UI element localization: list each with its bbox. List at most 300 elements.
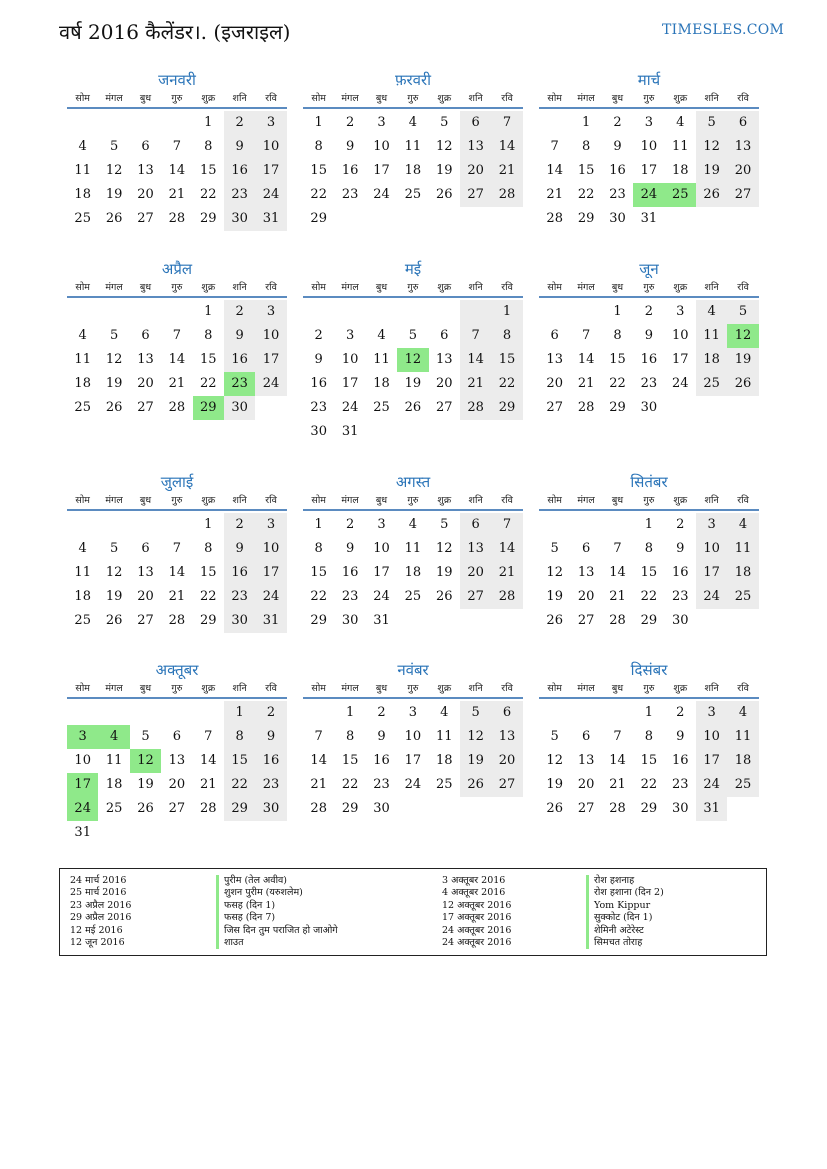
empty-cell bbox=[539, 513, 570, 537]
day-cell: 13 bbox=[137, 565, 154, 580]
empty-cell bbox=[460, 609, 491, 633]
day-cell: 28 bbox=[168, 400, 186, 415]
legend-holiday: फसह (दिन 1) bbox=[216, 900, 338, 912]
day-cell: 4 bbox=[676, 115, 685, 130]
day-cell: 2 bbox=[676, 517, 685, 532]
day-cell: 2 bbox=[345, 517, 355, 532]
weekday-label: गुरु bbox=[171, 93, 183, 104]
weekday-label: बुध bbox=[139, 282, 152, 293]
site-link[interactable]: TIMESLES.COM bbox=[662, 22, 785, 38]
weekday-label: सोम bbox=[75, 282, 90, 293]
empty-cell bbox=[255, 396, 286, 420]
day-cell: 17 bbox=[67, 773, 98, 797]
day-cell: 16 bbox=[671, 753, 689, 768]
day-cell: 3 bbox=[255, 300, 286, 324]
empty-cell bbox=[429, 420, 460, 444]
empty-cell bbox=[696, 396, 727, 420]
day-cell: 12 bbox=[105, 565, 123, 580]
weekday-label: रवि bbox=[501, 495, 513, 506]
day-cell: 9 bbox=[224, 537, 255, 561]
day-cell: 17 bbox=[640, 163, 658, 178]
day-cell: 9 bbox=[224, 324, 255, 348]
weekday-label: शनि bbox=[232, 683, 247, 694]
day-cell: 5 bbox=[440, 517, 449, 532]
day-cell: 14 bbox=[168, 565, 186, 580]
day-cell: 26 bbox=[696, 183, 727, 207]
day-cell: 26 bbox=[404, 400, 422, 415]
day-cell: 3 bbox=[377, 115, 386, 130]
day-cell: 11 bbox=[435, 729, 453, 744]
day-cell: 21 bbox=[491, 159, 522, 183]
weekday-label: शनि bbox=[468, 683, 483, 694]
empty-cell bbox=[98, 513, 129, 537]
weekday-label: गुरु bbox=[407, 683, 419, 694]
day-cell: 8 bbox=[581, 139, 591, 154]
day-cell: 11 bbox=[727, 537, 758, 561]
empty-cell bbox=[397, 207, 428, 231]
day-cell: 11 bbox=[727, 725, 758, 749]
month-calendar bbox=[539, 660, 759, 821]
day-cell: 16 bbox=[255, 749, 286, 773]
day-cell: 17 bbox=[373, 565, 390, 580]
weekday-label: गुरु bbox=[643, 495, 655, 506]
day-cell: 7 bbox=[204, 729, 213, 744]
empty-cell bbox=[67, 513, 98, 537]
day-cell: 6 bbox=[141, 139, 150, 154]
day-cell: 16 bbox=[224, 348, 255, 372]
day-cell: 29 bbox=[341, 801, 359, 816]
day-cell: 12 bbox=[105, 163, 123, 178]
day-cell: 27 bbox=[137, 613, 154, 628]
day-cell: 22 bbox=[577, 187, 595, 202]
weekday-label: शुक्र bbox=[673, 683, 688, 694]
day-cell: 20 bbox=[546, 376, 563, 391]
day-cell: 20 bbox=[491, 749, 522, 773]
day-cell: 30 bbox=[671, 613, 689, 628]
day-cell: 28 bbox=[546, 211, 563, 226]
legend-holiday: शेमिनी अटेरेस्ट bbox=[586, 925, 664, 937]
weekday-label: शनि bbox=[468, 495, 483, 506]
day-cell: 24 bbox=[255, 372, 286, 396]
day-cell: 14 bbox=[310, 753, 327, 768]
legend-date: 24 मार्च 2016 bbox=[70, 875, 127, 886]
day-cell: 13 bbox=[460, 537, 491, 561]
empty-cell bbox=[429, 797, 460, 821]
weekday-label: शुक्र bbox=[673, 495, 688, 506]
legend-date: 29 अप्रैल 2016 bbox=[70, 912, 132, 924]
weekday-label: शनि bbox=[232, 495, 247, 506]
day-cell: 19 bbox=[727, 348, 758, 372]
legend-holiday: रोश हशनाह bbox=[586, 875, 664, 887]
day-cell: 16 bbox=[224, 159, 255, 183]
day-cell: 29 bbox=[609, 400, 626, 415]
day-cell: 8 bbox=[345, 729, 355, 744]
day-cell: 3 bbox=[345, 328, 355, 343]
empty-cell bbox=[491, 207, 522, 231]
day-cell: 29 bbox=[491, 396, 522, 420]
month-name: मार्च bbox=[637, 71, 661, 89]
day-cell: 24 bbox=[341, 400, 359, 415]
day-cell: 20 bbox=[460, 159, 491, 183]
day-cell: 2 bbox=[224, 300, 255, 324]
day-cell: 24 bbox=[373, 187, 390, 202]
day-cell: 21 bbox=[310, 777, 327, 792]
day-cell: 18 bbox=[74, 589, 91, 604]
legend-date: 3 अक्तूबर 2016 bbox=[442, 875, 506, 886]
weekday-label: गुरु bbox=[407, 495, 419, 506]
weekday-label: शुक्र bbox=[437, 683, 452, 694]
weekday-label: रवि bbox=[501, 93, 513, 104]
day-cell: 5 bbox=[408, 328, 417, 343]
day-cell: 4 bbox=[98, 725, 129, 749]
day-cell: 18 bbox=[671, 163, 689, 178]
empty-cell bbox=[570, 513, 601, 537]
day-cell: 27 bbox=[137, 400, 154, 415]
day-cell: 6 bbox=[491, 701, 522, 725]
page-title: वर्ष 2016 कैलेंडर।. (इजराइल) bbox=[59, 20, 291, 44]
month-calendar bbox=[67, 660, 287, 845]
day-cell: 29 bbox=[199, 613, 217, 628]
day-cell: 19 bbox=[696, 159, 727, 183]
day-cell: 1 bbox=[491, 300, 522, 324]
day-cell: 11 bbox=[74, 352, 91, 367]
day-cell: 9 bbox=[345, 541, 355, 556]
legend-holiday: फसह (दिन 7) bbox=[216, 912, 338, 924]
day-cell: 15 bbox=[609, 352, 626, 367]
day-cell: 13 bbox=[491, 725, 522, 749]
day-cell: 19 bbox=[435, 565, 453, 580]
day-cell: 1 bbox=[204, 115, 213, 130]
weekday-label: रवि bbox=[265, 495, 277, 506]
day-cell: 8 bbox=[314, 541, 323, 556]
day-grid bbox=[67, 513, 287, 633]
empty-cell bbox=[193, 821, 224, 845]
day-cell: 12 bbox=[105, 352, 123, 367]
empty-cell bbox=[602, 513, 633, 537]
day-cell: 19 bbox=[546, 589, 563, 604]
day-cell: 6 bbox=[440, 328, 449, 343]
weekday-label: मंगल bbox=[105, 93, 123, 104]
day-cell: 26 bbox=[105, 400, 123, 415]
legend-date: 12 मई 2016 bbox=[70, 924, 123, 936]
day-cell: 18 bbox=[727, 749, 758, 773]
day-cell: 6 bbox=[727, 111, 758, 135]
empty-cell bbox=[727, 797, 758, 821]
empty-cell bbox=[429, 609, 460, 633]
weekday-label: शनि bbox=[468, 93, 483, 104]
day-cell: 4 bbox=[377, 328, 386, 343]
day-grid bbox=[67, 111, 287, 231]
weekday-label: बुध bbox=[139, 683, 152, 694]
empty-cell bbox=[366, 420, 397, 444]
day-cell: 17 bbox=[404, 753, 422, 768]
day-cell: 30 bbox=[609, 211, 626, 226]
day-cell: 9 bbox=[644, 328, 653, 343]
month-calendar bbox=[67, 472, 287, 633]
weekday-label: रवि bbox=[737, 282, 749, 293]
day-cell: 4 bbox=[78, 541, 87, 556]
month-calendar bbox=[67, 259, 287, 420]
month-name: अप्रैल bbox=[161, 260, 193, 278]
day-cell: 1 bbox=[581, 115, 591, 130]
empty-cell bbox=[67, 111, 98, 135]
day-cell: 15 bbox=[199, 352, 217, 367]
day-cell: 20 bbox=[460, 561, 491, 585]
day-cell: 9 bbox=[314, 352, 323, 367]
day-cell: 26 bbox=[105, 211, 123, 226]
month-calendar bbox=[303, 70, 523, 231]
day-cell: 24 bbox=[255, 585, 286, 609]
weekday-label: गुरु bbox=[171, 282, 183, 293]
day-cell: 14 bbox=[491, 537, 522, 561]
legend-holiday: रोश हशाना (दिन 2) bbox=[586, 887, 664, 899]
weekday-label: शनि bbox=[704, 683, 719, 694]
empty-cell bbox=[397, 797, 428, 821]
day-cell: 8 bbox=[314, 139, 323, 154]
day-cell: 14 bbox=[199, 753, 217, 768]
day-cell: 3 bbox=[644, 115, 653, 130]
day-cell: 6 bbox=[550, 328, 559, 343]
day-cell: 24 bbox=[255, 183, 286, 207]
legend-date: 12 अक्तूबर 2016 bbox=[442, 899, 512, 911]
empty-cell bbox=[366, 300, 397, 324]
empty-cell bbox=[696, 207, 727, 231]
weekday-header bbox=[539, 279, 759, 298]
day-cell: 6 bbox=[460, 513, 491, 537]
empty-cell bbox=[130, 300, 161, 324]
day-cell: 11 bbox=[373, 352, 390, 367]
empty-cell bbox=[303, 701, 334, 725]
day-cell: 29 bbox=[310, 613, 327, 628]
day-cell: 14 bbox=[609, 565, 626, 580]
day-cell: 15 bbox=[341, 753, 359, 768]
day-cell: 3 bbox=[408, 705, 417, 720]
empty-cell bbox=[98, 701, 129, 725]
day-cell: 11 bbox=[404, 541, 422, 556]
month-name: दिसंबर bbox=[630, 661, 668, 679]
day-cell: 7 bbox=[172, 328, 181, 343]
month-name: अक्तूबर bbox=[155, 661, 199, 679]
weekday-header bbox=[67, 492, 287, 511]
day-cell: 22 bbox=[640, 589, 658, 604]
month-name: फ़रवरी bbox=[394, 71, 432, 89]
weekday-label: मंगल bbox=[341, 683, 359, 694]
day-cell: 5 bbox=[460, 701, 491, 725]
day-cell: 18 bbox=[404, 565, 422, 580]
day-cell: 8 bbox=[613, 328, 622, 343]
empty-cell bbox=[255, 821, 286, 845]
weekday-label: बुध bbox=[375, 93, 388, 104]
empty-cell bbox=[539, 701, 570, 725]
day-cell: 26 bbox=[546, 801, 563, 816]
empty-cell bbox=[161, 821, 192, 845]
day-cell: 21 bbox=[609, 777, 626, 792]
weekday-label: शुक्र bbox=[437, 93, 452, 104]
day-cell: 4 bbox=[408, 517, 417, 532]
legend-holiday: पुरीम (तेल अवीव) bbox=[216, 875, 338, 887]
empty-cell bbox=[460, 420, 491, 444]
day-cell: 15 bbox=[310, 565, 327, 580]
day-cell: 16 bbox=[310, 376, 327, 391]
weekday-header bbox=[303, 90, 523, 109]
month-calendar bbox=[303, 259, 523, 444]
day-cell: 19 bbox=[137, 777, 154, 792]
weekday-label: मंगल bbox=[105, 683, 123, 694]
day-cell: 20 bbox=[727, 159, 758, 183]
empty-cell bbox=[491, 609, 522, 633]
day-cell: 2 bbox=[345, 115, 355, 130]
day-cell: 19 bbox=[460, 749, 491, 773]
day-cell: 31 bbox=[373, 613, 390, 628]
weekday-label: शनि bbox=[704, 495, 719, 506]
day-cell: 19 bbox=[546, 777, 563, 792]
day-cell: 1 bbox=[613, 304, 622, 319]
empty-cell bbox=[665, 396, 696, 420]
day-cell: 3 bbox=[676, 304, 685, 319]
day-cell: 3 bbox=[377, 517, 386, 532]
legend-holiday: जिस दिन तुम पराजित हो जाओगे bbox=[216, 925, 338, 937]
day-cell: 20 bbox=[168, 777, 186, 792]
day-cell: 10 bbox=[255, 135, 286, 159]
weekday-label: रवि bbox=[737, 495, 749, 506]
weekday-label: गुरु bbox=[407, 282, 419, 293]
day-cell: 7 bbox=[550, 139, 559, 154]
legend-holiday: सिमचत तोराह bbox=[586, 937, 664, 949]
weekday-label: मंगल bbox=[577, 495, 595, 506]
day-cell: 3 bbox=[67, 725, 98, 749]
day-cell: 25 bbox=[696, 372, 727, 396]
day-cell: 11 bbox=[74, 163, 91, 178]
day-cell: 9 bbox=[345, 139, 355, 154]
legend-dates-col-2 bbox=[442, 875, 511, 949]
day-cell: 25 bbox=[435, 777, 453, 792]
day-grid bbox=[303, 701, 523, 821]
day-cell: 5 bbox=[109, 328, 119, 343]
day-cell: 6 bbox=[141, 541, 150, 556]
day-cell: 21 bbox=[199, 777, 217, 792]
weekday-label: बुध bbox=[375, 495, 388, 506]
day-cell: 23 bbox=[310, 400, 327, 415]
day-cell: 19 bbox=[105, 187, 123, 202]
day-cell: 2 bbox=[613, 115, 622, 130]
day-cell: 1 bbox=[204, 304, 213, 319]
weekday-label: रवि bbox=[265, 683, 277, 694]
weekday-header bbox=[303, 680, 523, 699]
day-cell: 7 bbox=[613, 729, 622, 744]
day-cell: 5 bbox=[550, 729, 559, 744]
day-cell: 15 bbox=[577, 163, 595, 178]
day-cell: 23 bbox=[224, 372, 255, 396]
day-cell: 18 bbox=[404, 163, 422, 178]
day-cell: 15 bbox=[491, 348, 522, 372]
weekday-label: शुक्र bbox=[201, 93, 216, 104]
month-calendar bbox=[539, 70, 759, 231]
day-cell: 12 bbox=[435, 541, 453, 556]
weekday-label: मंगल bbox=[341, 282, 359, 293]
day-cell: 14 bbox=[460, 348, 491, 372]
weekday-label: मंगल bbox=[341, 495, 359, 506]
day-cell: 27 bbox=[435, 400, 453, 415]
empty-cell bbox=[539, 111, 570, 135]
day-cell: 7 bbox=[172, 541, 181, 556]
day-cell: 19 bbox=[105, 589, 123, 604]
day-cell: 30 bbox=[640, 400, 658, 415]
weekday-label: बुध bbox=[139, 93, 152, 104]
day-cell: 6 bbox=[141, 328, 150, 343]
day-cell: 7 bbox=[491, 513, 522, 537]
day-cell: 17 bbox=[696, 561, 727, 585]
day-cell: 15 bbox=[199, 163, 217, 178]
weekday-label: मंगल bbox=[105, 282, 123, 293]
weekday-label: रवि bbox=[737, 93, 749, 104]
day-cell: 23 bbox=[341, 589, 359, 604]
empty-cell bbox=[67, 701, 98, 725]
weekday-label: रवि bbox=[501, 282, 513, 293]
weekday-label: बुध bbox=[375, 683, 388, 694]
day-cell: 1 bbox=[314, 115, 323, 130]
day-cell: 24 bbox=[696, 585, 727, 609]
weekday-label: शुक्र bbox=[201, 282, 216, 293]
day-cell: 14 bbox=[168, 163, 186, 178]
weekday-label: सोम bbox=[547, 683, 562, 694]
day-cell: 26 bbox=[727, 372, 758, 396]
weekday-label: सोम bbox=[75, 93, 90, 104]
day-cell: 8 bbox=[491, 324, 522, 348]
day-cell: 7 bbox=[172, 139, 181, 154]
empty-cell bbox=[193, 701, 224, 725]
weekday-header bbox=[67, 90, 287, 109]
day-cell: 23 bbox=[671, 777, 689, 792]
day-cell: 25 bbox=[727, 585, 758, 609]
day-cell: 23 bbox=[341, 187, 359, 202]
day-cell: 29 bbox=[199, 211, 217, 226]
legend-holiday: शाउत bbox=[216, 937, 338, 949]
day-cell: 28 bbox=[609, 613, 626, 628]
legend-dates-col-1 bbox=[70, 875, 131, 949]
day-cell: 8 bbox=[644, 729, 653, 744]
weekday-label: गुरु bbox=[643, 93, 655, 104]
legend-date: 17 अक्तूबर 2016 bbox=[442, 912, 512, 924]
day-cell: 12 bbox=[130, 749, 161, 773]
day-cell: 1 bbox=[345, 705, 355, 720]
day-cell: 15 bbox=[224, 749, 255, 773]
day-cell: 12 bbox=[696, 135, 727, 159]
weekday-label: मंगल bbox=[577, 282, 595, 293]
day-cell: 5 bbox=[440, 115, 449, 130]
day-cell: 26 bbox=[546, 613, 563, 628]
day-cell: 11 bbox=[105, 753, 123, 768]
day-cell: 25 bbox=[404, 589, 422, 604]
day-grid bbox=[303, 513, 523, 633]
weekday-label: शुक्र bbox=[673, 282, 688, 293]
day-cell: 10 bbox=[373, 139, 390, 154]
day-cell: 8 bbox=[204, 328, 213, 343]
weekday-label: सोम bbox=[75, 683, 90, 694]
weekday-label: शुक्र bbox=[437, 282, 452, 293]
empty-cell bbox=[429, 300, 460, 324]
day-cell: 8 bbox=[224, 725, 255, 749]
empty-cell bbox=[366, 207, 397, 231]
day-cell: 13 bbox=[546, 352, 563, 367]
day-grid bbox=[67, 701, 287, 845]
day-cell: 25 bbox=[74, 400, 91, 415]
weekday-label: मंगल bbox=[577, 683, 595, 694]
day-cell: 5 bbox=[109, 541, 119, 556]
day-cell: 10 bbox=[373, 541, 390, 556]
weekday-label: सोम bbox=[547, 282, 562, 293]
day-cell: 30 bbox=[255, 797, 286, 821]
day-cell: 10 bbox=[255, 324, 286, 348]
